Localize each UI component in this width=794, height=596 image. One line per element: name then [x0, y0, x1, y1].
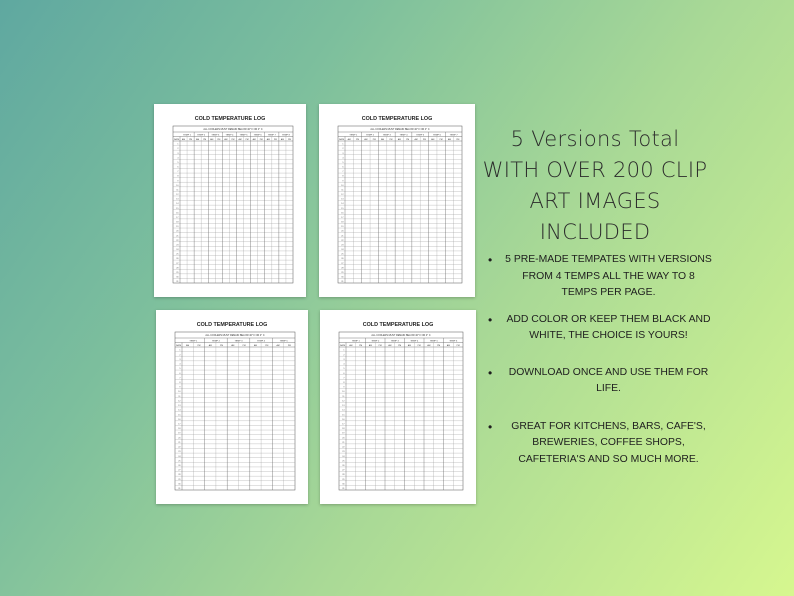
temp-header: TEMP 5 — [416, 134, 425, 137]
day-number: 15 — [342, 414, 345, 417]
temp-header: TEMP 3 — [382, 134, 391, 137]
temp-header: TEMP 4 — [257, 340, 266, 343]
day-number: 8 — [179, 381, 181, 384]
feature-item: • 5 PRE-MADE TEMPATES WITH VERSIONS FROM 4 TEMPS ALL THE WAY TO 8 TEMPS PER PAGE. — [488, 252, 713, 302]
day-number: 4 — [343, 363, 345, 366]
day-number: 31 — [342, 488, 345, 491]
day-number: 7 — [343, 377, 345, 380]
day-number: 17 — [342, 423, 345, 426]
day-number: 18 — [178, 428, 181, 431]
temp-header: TEMP 1 — [183, 134, 191, 137]
day-number: 13 — [176, 198, 179, 201]
day-number: 5 — [179, 368, 181, 371]
day-number: 14 — [341, 203, 344, 206]
day-number: 6 — [343, 372, 345, 375]
ampm-header: AM — [196, 138, 200, 141]
feature-item: • DOWNLOAD ONCE AND USE THEM FOR LIFE. — [488, 365, 713, 398]
day-number: 17 — [178, 423, 181, 426]
day-number: 18 — [342, 428, 345, 431]
day-number: 30 — [341, 276, 344, 279]
feature-item: • GREAT FOR KITCHENS, BARS, CAFE'S, BREWERIES, COFFEE SHOPS, CAFETERIA'S AND SO MUCH MORE. — [488, 419, 713, 469]
table-border — [175, 332, 295, 490]
temp-header: TEMP 8 — [282, 134, 290, 137]
day-number: 23 — [341, 244, 344, 247]
ampm-header: AM — [427, 344, 431, 347]
ampm-header: AM — [231, 344, 235, 347]
day-number: 20 — [178, 437, 181, 440]
ampm-header: PM — [422, 138, 426, 141]
ampm-header: AM — [280, 138, 284, 141]
ampm-header: PM — [203, 138, 207, 141]
ampm-header: PM — [456, 138, 460, 141]
day-number: 4 — [179, 363, 181, 366]
day-number: 11 — [341, 189, 344, 192]
day-number: 12 — [176, 194, 179, 197]
ampm-header: AM — [186, 344, 190, 347]
day-number: 17 — [341, 216, 344, 219]
ampm-header: PM — [378, 344, 382, 347]
day-number: 13 — [341, 198, 344, 201]
sheet-subtitle: ALL COOLERS MUST REMAIN BELOW 40° F OR 4° C — [371, 334, 431, 337]
day-number: 1 — [343, 349, 345, 352]
date-header: DATE — [175, 344, 182, 347]
temp-header: TEMP 6 — [432, 134, 441, 137]
day-number: 3 — [179, 358, 181, 361]
temp-header: TEMP 2 — [197, 134, 206, 137]
day-number: 28 — [178, 474, 181, 477]
headline-line: WITH OVER 200 CLIP — [482, 158, 708, 182]
day-number: 12 — [341, 194, 344, 197]
ampm-header: PM — [359, 344, 363, 347]
day-number: 24 — [342, 455, 345, 458]
day-number: 30 — [176, 276, 179, 279]
ampm-header: PM — [417, 344, 421, 347]
day-number: 15 — [176, 207, 179, 210]
day-number: 27 — [176, 262, 179, 265]
day-number: 6 — [177, 166, 179, 169]
day-number: 5 — [343, 368, 345, 371]
day-number: 25 — [341, 253, 344, 256]
day-number: 10 — [176, 184, 179, 187]
sheet-subtitle: ALL COOLERS MUST REMAIN BELOW 40° F OR 4° C — [203, 128, 263, 131]
temp-header: TEMP 3 — [211, 134, 220, 137]
day-number: 18 — [176, 221, 179, 224]
day-number: 24 — [176, 249, 179, 252]
temp-header: TEMP 7 — [267, 134, 276, 137]
ampm-header: PM — [217, 138, 221, 141]
day-number: 13 — [342, 405, 345, 408]
day-number: 11 — [342, 395, 345, 398]
temp-header: TEMP 4 — [399, 134, 408, 137]
day-number: 23 — [342, 451, 345, 454]
day-number: 5 — [342, 161, 344, 164]
ampm-header: PM — [245, 138, 249, 141]
day-number: 18 — [341, 221, 344, 224]
ampm-header: PM — [259, 138, 263, 141]
ampm-header: AM — [397, 138, 401, 141]
day-number: 12 — [342, 400, 345, 403]
day-number: 14 — [178, 409, 181, 412]
day-number: 31 — [176, 281, 179, 284]
ampm-header: PM — [437, 344, 441, 347]
sheet-title: COLD TEMPERATURE LOG — [362, 322, 434, 328]
temp-header: TEMP 5 — [239, 134, 248, 137]
temperature-log-sheet — [154, 104, 306, 297]
ampm-header: AM — [276, 344, 280, 347]
day-number: 22 — [341, 239, 344, 242]
day-number: 16 — [176, 212, 179, 215]
day-number: 29 — [178, 478, 181, 481]
ampm-header: AM — [364, 138, 368, 141]
day-number: 28 — [176, 267, 179, 270]
day-number: 15 — [341, 207, 344, 210]
day-number: 19 — [178, 432, 181, 435]
headline-line: ART IMAGES — [529, 189, 661, 213]
day-number: 12 — [178, 400, 181, 403]
temp-header: TEMP 1 — [351, 340, 360, 343]
date-header: DATE — [338, 138, 345, 141]
day-number: 14 — [176, 203, 179, 206]
ampm-header: PM — [287, 138, 291, 141]
ampm-header: AM — [210, 138, 214, 141]
date-header: DATE — [339, 344, 346, 347]
day-number: 26 — [341, 258, 344, 261]
temp-header: TEMP 2 — [371, 340, 380, 343]
day-number: 16 — [178, 418, 181, 421]
ampm-header: AM — [446, 344, 450, 347]
ampm-header: AM — [252, 138, 256, 141]
day-number: 7 — [342, 171, 344, 174]
sheet-subtitle: ALL COOLERS MUST REMAIN BELOW 40° F OR 4° C — [370, 128, 430, 131]
table-border — [339, 332, 463, 490]
day-number: 3 — [343, 358, 345, 361]
day-number: 21 — [178, 441, 181, 444]
ampm-header: PM — [372, 138, 376, 141]
temperature-log-sheet — [319, 104, 475, 297]
day-number: 28 — [341, 267, 344, 270]
template-page-5-temps — [156, 310, 308, 504]
template-page-6-temps — [320, 310, 476, 504]
day-number: 16 — [341, 212, 344, 215]
day-number: 2 — [343, 354, 345, 357]
ampm-header: AM — [208, 344, 212, 347]
day-number: 22 — [342, 446, 345, 449]
day-number: 6 — [179, 372, 181, 375]
ampm-header: AM — [347, 138, 351, 141]
temp-header: TEMP 5 — [279, 340, 288, 343]
ampm-header: PM — [439, 138, 443, 141]
day-number: 10 — [342, 391, 345, 394]
temp-header: TEMP 4 — [225, 134, 234, 137]
day-number: 14 — [342, 409, 345, 412]
table-border — [338, 126, 462, 283]
day-number: 29 — [341, 271, 344, 274]
ampm-header: PM — [389, 138, 393, 141]
day-number: 30 — [342, 483, 345, 486]
day-number: 25 — [176, 253, 179, 256]
day-number: 20 — [176, 230, 179, 233]
day-number: 3 — [177, 152, 179, 155]
temp-header: TEMP 6 — [253, 134, 262, 137]
day-number: 4 — [342, 157, 344, 160]
ampm-header: AM — [224, 138, 228, 141]
temp-header: TEMP 3 — [390, 340, 399, 343]
sheet-title: COLD TEMPERATURE LOG — [361, 116, 433, 122]
day-number: 1 — [177, 143, 179, 146]
ampm-header: AM — [253, 344, 257, 347]
temp-header: TEMP 5 — [429, 340, 438, 343]
ampm-header: PM — [189, 138, 193, 141]
ampm-header: AM — [182, 138, 186, 141]
day-number: 23 — [176, 244, 179, 247]
day-number: 7 — [179, 377, 181, 380]
temp-header: TEMP 4 — [410, 340, 419, 343]
day-number: 8 — [343, 381, 345, 384]
day-number: 19 — [176, 226, 179, 229]
day-number: 20 — [341, 230, 344, 233]
day-number: 22 — [176, 239, 179, 242]
day-number: 26 — [178, 465, 181, 468]
day-number: 21 — [176, 235, 179, 238]
day-number: 11 — [176, 189, 179, 192]
day-number: 15 — [178, 414, 181, 417]
day-number: 19 — [342, 432, 345, 435]
ampm-header: AM — [414, 138, 418, 141]
feature-list — [488, 252, 713, 468]
day-number: 10 — [178, 391, 181, 394]
day-number: 9 — [179, 386, 181, 389]
day-number: 23 — [178, 451, 181, 454]
day-number: 13 — [178, 405, 181, 408]
ampm-header: PM — [273, 138, 277, 141]
ampm-header: AM — [238, 138, 242, 141]
ampm-header: PM — [287, 344, 291, 347]
day-number: 2 — [177, 148, 179, 151]
day-number: 27 — [342, 469, 345, 472]
template-page-7-temps — [319, 104, 475, 297]
day-number: 9 — [177, 180, 179, 183]
ampm-header: AM — [388, 344, 392, 347]
day-number: 5 — [177, 161, 179, 164]
day-number: 3 — [342, 152, 344, 155]
ampm-header: AM — [407, 344, 411, 347]
temp-header: TEMP 6 — [449, 340, 458, 343]
sheet-title: COLD TEMPERATURE LOG — [194, 116, 266, 122]
ampm-header: PM — [406, 138, 410, 141]
ampm-header: PM — [220, 344, 224, 347]
ampm-header: PM — [398, 344, 402, 347]
temp-header: TEMP 3 — [234, 340, 243, 343]
day-number: 22 — [178, 446, 181, 449]
ampm-header: PM — [265, 344, 269, 347]
day-number: 9 — [342, 180, 344, 183]
day-number: 24 — [341, 249, 344, 252]
day-number: 10 — [341, 184, 344, 187]
date-header: DATE — [173, 138, 180, 141]
day-number: 1 — [179, 349, 181, 352]
day-number: 25 — [342, 460, 345, 463]
day-number: 30 — [178, 483, 181, 486]
temp-header: TEMP 2 — [211, 340, 220, 343]
day-number: 21 — [342, 441, 345, 444]
ampm-header: AM — [266, 138, 270, 141]
day-number: 27 — [341, 262, 344, 265]
ampm-header: AM — [447, 138, 451, 141]
day-number: 25 — [178, 460, 181, 463]
ampm-header: AM — [381, 138, 385, 141]
day-number: 9 — [343, 386, 345, 389]
day-number: 29 — [176, 271, 179, 274]
day-number: 21 — [341, 235, 344, 238]
ampm-header: PM — [356, 138, 360, 141]
sheet-subtitle: ALL COOLERS MUST REMAIN BELOW 40° F OR 4° C — [205, 334, 265, 337]
headline — [470, 124, 720, 248]
day-number: 20 — [342, 437, 345, 440]
day-number: 31 — [178, 488, 181, 491]
day-number: 19 — [341, 226, 344, 229]
day-number: 7 — [177, 171, 179, 174]
day-number: 1 — [342, 143, 344, 146]
ampm-header: AM — [431, 138, 435, 141]
temperature-log-sheet — [156, 310, 308, 504]
day-number: 11 — [178, 395, 181, 398]
ampm-header: PM — [456, 344, 460, 347]
day-number: 2 — [179, 354, 181, 357]
day-number: 26 — [342, 465, 345, 468]
day-number: 6 — [342, 166, 344, 169]
day-number: 31 — [341, 281, 344, 284]
day-number: 16 — [342, 418, 345, 421]
ampm-header: AM — [349, 344, 353, 347]
template-page-8-temps — [154, 104, 306, 297]
temp-header: TEMP 1 — [349, 134, 358, 137]
headline-line: INCLUDED — [539, 220, 651, 244]
day-number: 4 — [177, 157, 179, 160]
headline-line: 5 Versions Total — [510, 127, 680, 151]
day-number: 28 — [342, 474, 345, 477]
day-number: 8 — [342, 175, 344, 178]
ampm-header: PM — [242, 344, 246, 347]
ampm-header: PM — [231, 138, 235, 141]
temp-header: TEMP 1 — [189, 340, 198, 343]
sheet-title: COLD TEMPERATURE LOG — [196, 322, 268, 328]
day-number: 24 — [178, 455, 181, 458]
day-number: 26 — [176, 258, 179, 261]
table-border — [173, 126, 293, 283]
temp-header: TEMP 7 — [449, 134, 458, 137]
day-number: 29 — [342, 478, 345, 481]
day-number: 8 — [177, 175, 179, 178]
feature-item: • ADD COLOR OR KEEP THEM BLACK AND WHITE, THE CHOICE IS YOURS! — [488, 312, 713, 345]
ampm-header: AM — [368, 344, 372, 347]
day-number: 17 — [176, 216, 179, 219]
day-number: 2 — [342, 148, 344, 151]
temp-header: TEMP 2 — [366, 134, 375, 137]
ampm-header: PM — [197, 344, 201, 347]
temperature-log-sheet — [320, 310, 476, 504]
day-number: 27 — [178, 469, 181, 472]
